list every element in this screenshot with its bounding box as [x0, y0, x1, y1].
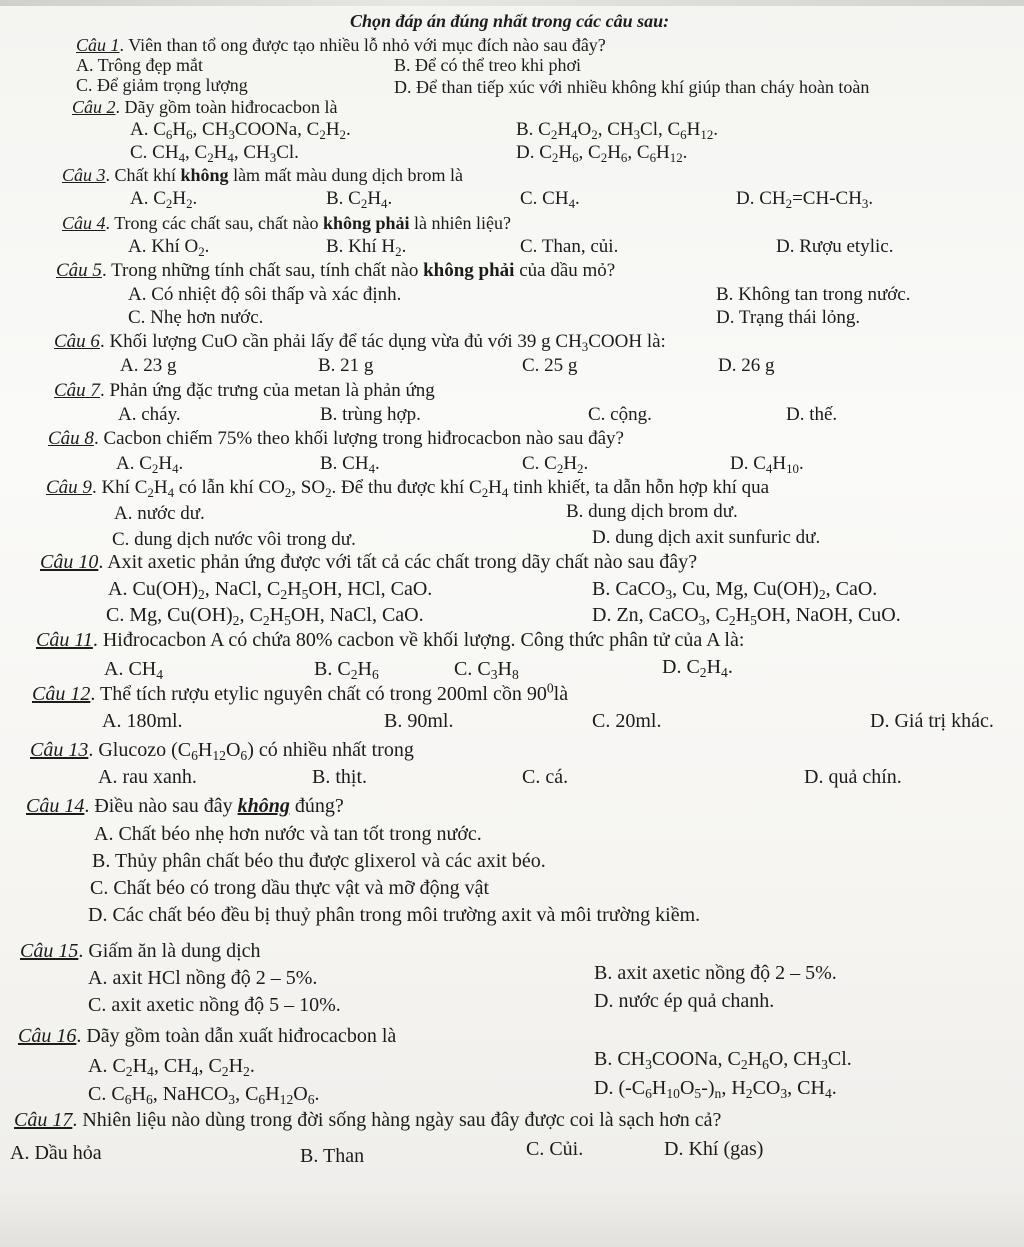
q10-option-c: C. Mg, $Cu(OH)_2$, $C_2H_5OH$, NaCl, CaO. [106, 604, 424, 629]
question-1: Câu 1. Viên than tổ ong được tạo nhiều lỗ nhỏ với mục đích nào sau đây? [76, 35, 606, 55]
q13-option-d: D. quả chín. [804, 766, 902, 788]
q10-option-b: B. CaCO$_3$, Cu, Mg, $Cu(OH)_2$, CaO. [592, 578, 878, 603]
q9-option-b: B. dung dịch brom dư. [566, 501, 738, 522]
q7-option-d: D. thế. [786, 404, 838, 425]
q17-option-c: C. Củi. [526, 1138, 584, 1160]
question-17: Câu 17. Nhiên liệu nào dùng trong đời sống hàng ngày sau đây được coi là sạch hơn cả? [14, 1109, 722, 1131]
q13-option-c: C. cá. [522, 766, 569, 788]
q11-option-c: C. $C_3H_8$ [454, 658, 519, 683]
q15-option-c: C. axit axetic nồng độ 5 – 10%. [88, 994, 341, 1016]
q9-option-d: D. dung dịch axit sunfuric dư. [592, 527, 821, 548]
q8-option-b: B. $CH_4$. [320, 453, 380, 476]
q15-option-d: D. nước ép quả chanh. [594, 990, 775, 1012]
question-10: Câu 10. Axit axetic phản ứng được với tất cả các chất trong dãy chất nào sau đây? [40, 551, 698, 573]
q3-option-b: B. $C_2H_4$. [326, 188, 393, 211]
q5-option-b: B. Không tan trong nước. [716, 284, 911, 305]
q2-option-c: C. $CH_4$, $C_2H_4$, $CH_3Cl$. [130, 142, 299, 165]
question-6: Câu 6. Khối lượng CuO cần phải lấy để tác dụng vừa đủ với 39 g $CH_3COOH$ là: [54, 331, 666, 354]
q2-option-d: D. $C_2H_6$, $C_2H_6$, $C_6H_{12}$. [516, 142, 688, 165]
q8-option-d: D. $C_4H_{10}$. [730, 453, 804, 476]
question-7: Câu 7. Phản ứng đặc trưng của metan là phản ứng [54, 380, 435, 401]
q17-option-d: D. Khí (gas) [664, 1138, 764, 1160]
q5-option-a: A. Có nhiệt độ sôi thấp và xác định. [128, 284, 402, 305]
question-16: Câu 16. Dãy gồm toàn dẫn xuất hiđrocacbon là [18, 1025, 397, 1047]
q13-option-b: B. thịt. [312, 766, 368, 788]
top-edge [0, 0, 1024, 6]
q10-option-d: D. Zn, CaCO$_3$, $C_2H_5OH$, NaOH, CuO. [592, 604, 901, 629]
q14-option-c: C. Chất béo có trong dầu thực vật và mỡ động vật [90, 877, 490, 899]
q12-option-a: A. 180ml. [102, 710, 183, 732]
q3-option-c: C. $CH_4$. [520, 188, 580, 211]
q3-option-a: A. $C_2H_2$. [130, 188, 198, 211]
page-shadow [0, 1187, 1024, 1247]
question-12: Câu 12. Thể tích rượu etylic nguyên chất có trong 200ml cồn $90^0là$ [32, 680, 569, 705]
q12-option-c: C. 20ml. [592, 710, 662, 732]
q1-option-b: B. Để có thể treo khi phơi [394, 55, 581, 75]
question-13: Câu 13. Glucozo $(C_6H_{12}O_6)$ có nhiều nhất trong [30, 739, 414, 764]
q10-option-a: A. $Cu(OH)_2$, NaCl, $C_2H_5OH$, HCl, CaO. [108, 578, 433, 603]
q4-option-d: D. Rượu etylic. [776, 236, 894, 257]
q1-option-c: C. Để giảm trọng lượng [76, 75, 248, 95]
q13-option-a: A. rau xanh. [98, 766, 197, 788]
q1-option-a: A. Trông đẹp mắt [76, 55, 204, 75]
q6-option-c: C. 25 g [522, 355, 578, 376]
q8-option-c: C. $C_2H_2$. [522, 453, 589, 476]
q11-option-d: D. $C_2H_4$. [662, 656, 733, 681]
question-4: Câu 4. Trong các chất sau, chất nào không phải là nhiên liệu? [62, 213, 511, 233]
q5-option-c: C. Nhẹ hơn nước. [128, 307, 264, 328]
q16-option-d: D. $(-C_6H_{10}O_5-)_n$, $H_2CO_3$, $CH_4$. [594, 1077, 837, 1102]
q14-option-a: A. Chất béo nhẹ hơn nước và tan tốt trong nước. [94, 823, 482, 845]
q15-option-b: B. axit axetic nồng độ 2 – 5%. [594, 962, 837, 984]
q16-option-a: A. $C_2H_4$, $CH_4$, $C_2H_2$. [88, 1055, 255, 1080]
q12-option-d: D. Giá trị khác. [870, 710, 994, 732]
question-3: Câu 3. Chất khí không làm mất màu dung dịch brom là [62, 165, 464, 185]
q15-option-a: A. axit HCl nồng độ 2 – 5%. [88, 967, 318, 989]
q12-option-b: B. 90ml. [384, 710, 454, 732]
q16-option-b: B. $CH_3COONa$, $C_2H_6O$, $CH_3Cl$. [594, 1048, 852, 1073]
q6-option-a: A. 23 g [120, 355, 177, 376]
q9-option-a: A. nước dư. [114, 503, 205, 524]
question-14: Câu 14. Điều nào sau đây không đúng? [26, 795, 344, 817]
q14-option-d: D. Các chất béo đều bị thuỷ phân trong môi trường axit và môi trường kiềm. [88, 904, 701, 926]
q6-option-d: D. 26 g [718, 355, 775, 376]
q4-option-b: B. Khí $H_2$. [326, 236, 407, 259]
q5-option-d: D. Trạng thái lỏng. [716, 307, 861, 328]
q4-option-a: A. Khí $O_2$. [128, 236, 210, 259]
q8-option-a: A. $C_2H_4$. [116, 453, 184, 476]
q3-option-d: D. $CH_2=CH-CH_3$. [736, 188, 874, 211]
q17-option-a: A. Dầu hỏa [10, 1142, 102, 1164]
question-2: Câu 2. Dãy gồm toàn hiđrocacbon là [72, 97, 338, 117]
q17-option-b: B. Than [300, 1145, 365, 1167]
q11-option-a: A. $CH_4$ [104, 658, 164, 683]
question-9: Câu 9. Khí $C_2H_4$ có lẫn khí $CO_2$, $SO_2$. Để thu được khí $C_2H_4$ tinh khiết, ta dẫn hỗn hợp khí qua [46, 477, 770, 500]
q7-option-b: B. trùng hợp. [320, 404, 421, 425]
q7-option-a: A. cháy. [118, 404, 181, 425]
question-5: Câu 5. Trong những tính chất sau, tính chất nào không phải của dầu mỏ? [56, 260, 616, 281]
q7-option-c: C. cộng. [588, 404, 652, 425]
q1-option-d: D. Để than tiếp xúc với nhiều không khí giúp than cháy hoàn toàn [394, 77, 870, 97]
q6-option-b: B. 21 g [318, 355, 374, 376]
header-title: Chọn đáp án đúng nhất trong các câu sau: [350, 11, 670, 31]
q4-option-c: C. Than, củi. [520, 236, 619, 257]
question-8: Câu 8. Cacbon chiếm 75% theo khối lượng trong hiđrocacbon nào sau đây? [48, 428, 624, 449]
q16-option-c: C. $C_6H_6$, NaHCO$_3$, $C_6H_{12}O_6$. [88, 1083, 320, 1108]
question-15: Câu 15. Giấm ăn là dung dịch [20, 940, 261, 962]
q2-option-b: B. $C_2H_4O_2$, $CH_3Cl$, $C_6H_{12}$. [516, 119, 719, 142]
q14-option-b: B. Thủy phân chất béo thu được glixerol và các axit béo. [92, 850, 546, 872]
q2-option-a: A. $C_6H_6$, $CH_3COONa$, $C_2H_2$. [130, 119, 351, 142]
q11-option-b: B. $C_2H_6$ [314, 658, 379, 683]
question-11: Câu 11. Hiđrocacbon A có chứa 80% cacbon về khối lượng. Công thức phân tử của A là: [36, 629, 745, 651]
q9-option-c: C. dung dịch nước vôi trong dư. [112, 529, 356, 550]
